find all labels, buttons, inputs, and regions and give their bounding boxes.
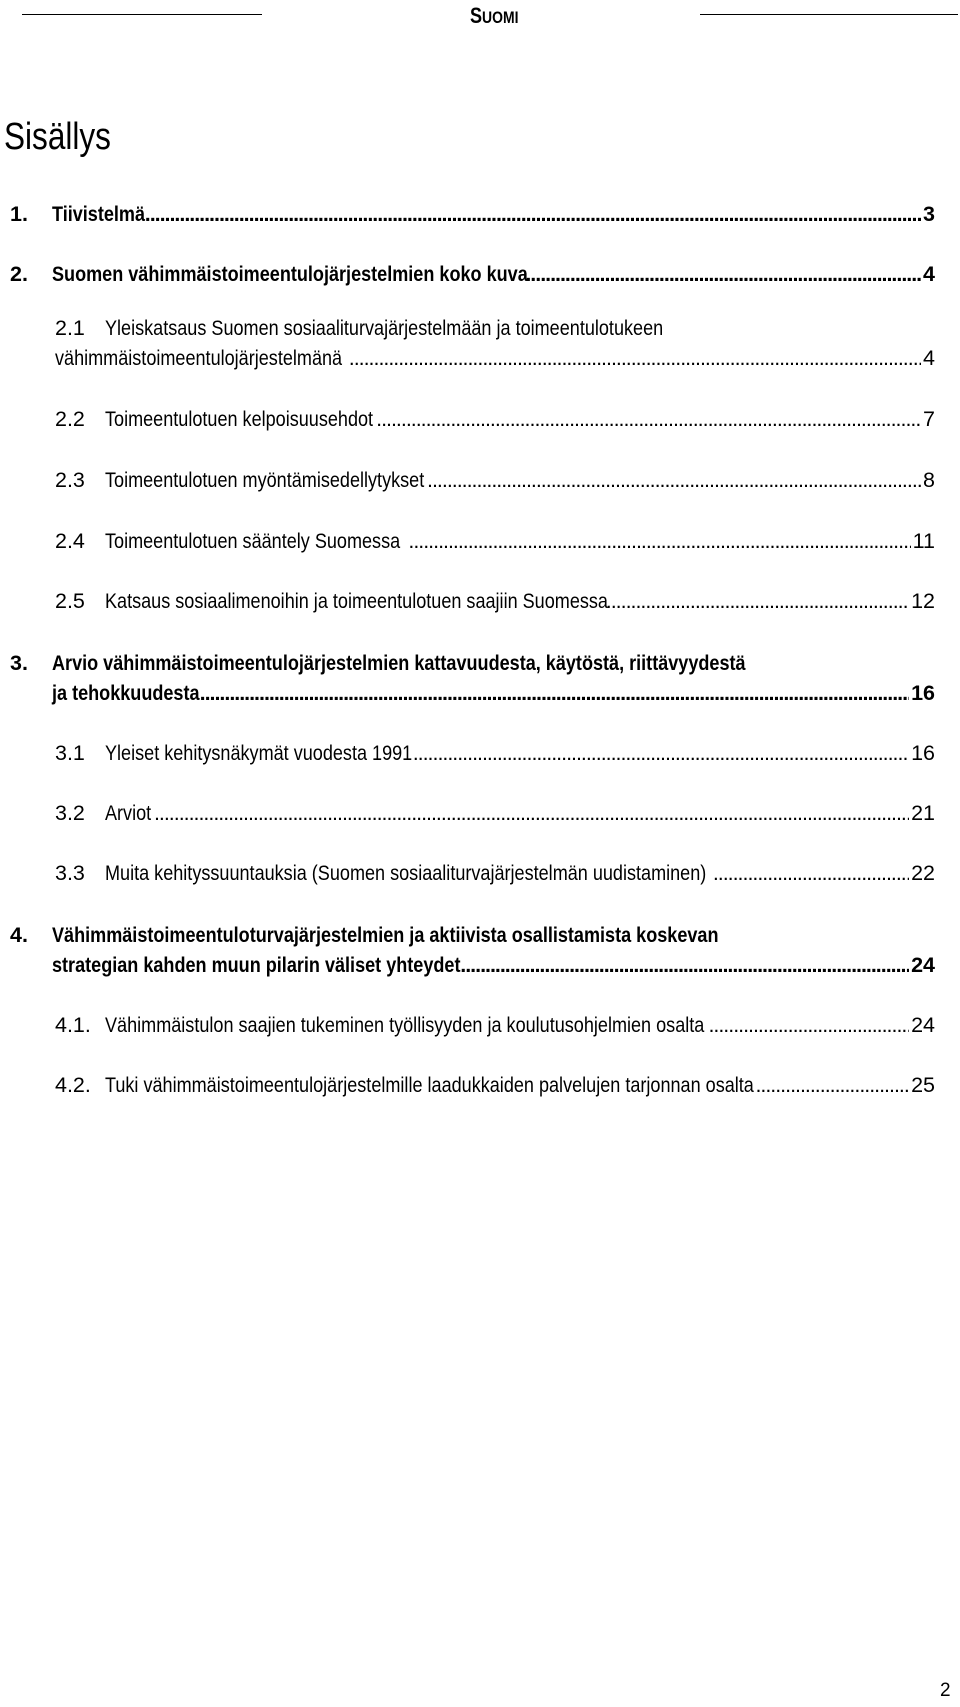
- toc-dot-leader: [376, 404, 921, 434]
- toc-entry-title: Yleiset kehitysnäkymät vuodesta 1991: [105, 741, 413, 765]
- toc-entry-2-4[interactable]: [55, 526, 935, 556]
- toc-dot-leader: [525, 259, 921, 289]
- toc-entry-title: Katsaus sosiaalimenoihin ja toimeentulotuen saajiin Suomessa: [105, 589, 608, 613]
- toc-entry-number: 3.2: [55, 801, 85, 825]
- toc-entry-page: 16: [911, 741, 935, 765]
- toc-entry-title: Muita kehityssuuntauksia (Suomen sosiaaliturvajärjestelmän uudistaminen): [105, 861, 707, 885]
- toc-entry-2-2[interactable]: [55, 404, 935, 434]
- toc-entry-title: Tuki vähimmäistoimeentulojärjestelmille laadukkaiden palvelujen tarjonnan osalta: [105, 1073, 754, 1097]
- toc-entry-3-3[interactable]: [55, 858, 935, 888]
- header-rule-left: [22, 14, 262, 15]
- page-title: Sisällys: [4, 116, 111, 158]
- toc-dot-leader: [154, 798, 909, 828]
- page-number: 2: [940, 1680, 951, 1701]
- toc-entry-title: Suomen vähimmäistoimeentulojärjestelmien koko kuva: [52, 262, 528, 286]
- toc-entry-page: 24: [911, 953, 935, 977]
- toc-entry-page: 7: [923, 407, 935, 431]
- toc-dot-leader: [349, 343, 921, 373]
- toc-entry-page: 24: [911, 1013, 935, 1037]
- toc-entry-3-1[interactable]: [55, 738, 935, 768]
- toc-entry-title: Toimeentulotuen myöntämisedellytykset: [105, 468, 425, 492]
- toc-dot-leader: [606, 586, 909, 616]
- toc-entry-1[interactable]: [10, 199, 935, 229]
- toc-entry-2-3[interactable]: [55, 465, 935, 495]
- toc-entry-2[interactable]: [10, 259, 935, 289]
- toc-entry-number: 2.2: [55, 407, 85, 431]
- toc-entry-number: 4.1.: [55, 1013, 91, 1037]
- toc-dot-leader: [755, 1070, 909, 1100]
- toc-dot-leader: [200, 678, 909, 708]
- toc-entry-number: 1.: [10, 202, 28, 226]
- toc-dot-leader: [408, 526, 910, 556]
- toc-entry-3-2[interactable]: [55, 798, 935, 828]
- toc-entry-title-line1: Yleiskatsaus Suomen sosiaaliturvajärjestelmään ja toimeentulotukeen: [105, 316, 664, 340]
- toc-entry-page: 3: [923, 202, 935, 226]
- toc-entry-number: 2.4: [55, 529, 85, 553]
- toc-entry-page: 22: [911, 861, 935, 885]
- toc-entry-page: 4: [923, 346, 935, 370]
- toc-entry-number: 4.: [10, 923, 28, 947]
- toc-entry-page: 8: [923, 468, 935, 492]
- toc-entry-number: 2.1: [55, 316, 85, 340]
- toc-entry-4[interactable]: [10, 920, 935, 980]
- toc-dot-leader: [708, 1010, 909, 1040]
- toc-entry-number: 2.5: [55, 589, 85, 613]
- toc-entry-number: 3.3: [55, 861, 85, 885]
- toc-entry-4-2[interactable]: [55, 1070, 935, 1100]
- toc-entry-4-1[interactable]: [55, 1010, 935, 1040]
- toc-entry-title: Toimeentulotuen sääntely Suomessa: [105, 529, 401, 553]
- toc-dot-leader: [460, 950, 909, 980]
- toc-entry-page: 12: [911, 589, 935, 613]
- toc-entry-number: 3.: [10, 651, 28, 675]
- toc-entry-title: Tiivistelmä: [52, 202, 146, 226]
- toc-dot-leader: [713, 858, 909, 888]
- toc-dot-leader: [427, 465, 921, 495]
- toc-entry-title: vähimmäistoimeentulojärjestelmänä: [55, 346, 343, 370]
- header-label: SUOMI: [470, 3, 519, 28]
- toc-entry-number: 4.2.: [55, 1073, 91, 1097]
- toc-entry-number: 2.3: [55, 468, 85, 492]
- toc-entry-page: 21: [911, 801, 935, 825]
- toc-entry-title-line1: Arvio vähimmäistoimeentulojärjestelmien kattavuudesta, käytöstä, riittävyydestä: [52, 651, 746, 675]
- toc-dot-leader: [145, 199, 921, 229]
- toc-entry-page: 16: [911, 681, 935, 705]
- toc-entry-2-1[interactable]: [55, 313, 935, 373]
- toc-entry-number: 2.: [10, 262, 28, 286]
- toc-entry-title-line1: Vähimmäistoimeentuloturvajärjestelmien ja aktiivista osallistamista koskevan: [52, 923, 719, 947]
- toc-entry-title: Arviot: [105, 801, 152, 825]
- toc-entry-title: Vähimmäistulon saajien tukeminen työllisyyden ja koulutusohjelmien osalta: [105, 1013, 705, 1037]
- toc-entry-2-5[interactable]: [55, 586, 935, 616]
- header-rule-right: [700, 14, 958, 15]
- toc-entry-title: ja tehokkuudesta: [52, 681, 200, 705]
- toc-entry-page: 25: [911, 1073, 935, 1097]
- toc-entry-title: strategian kahden muun pilarin väliset yhteydet: [52, 953, 461, 977]
- toc-entry-3[interactable]: [10, 648, 935, 708]
- running-header: [0, 0, 960, 40]
- toc-entry-title: Toimeentulotuen kelpoisuusehdot: [105, 407, 374, 431]
- toc-entry-number: 3.1: [55, 741, 85, 765]
- toc-entry-page: 11: [912, 529, 935, 553]
- toc-dot-leader: [413, 738, 909, 768]
- toc-entry-page: 4: [923, 262, 935, 286]
